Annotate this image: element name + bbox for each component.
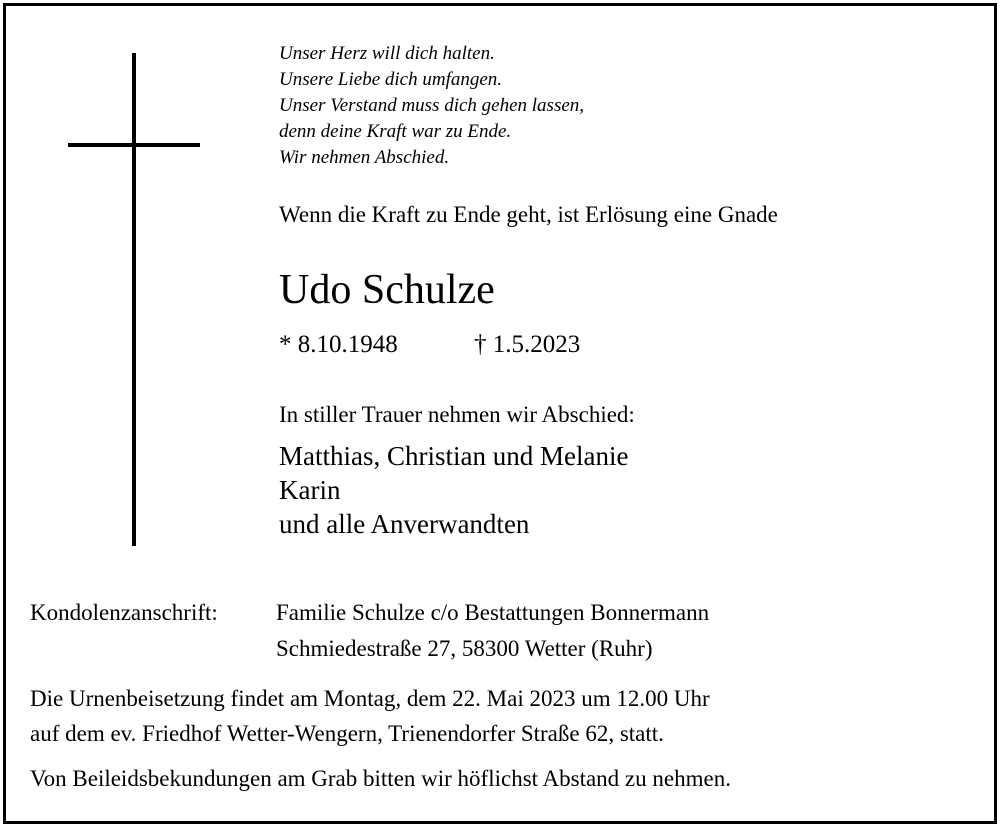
poem-line: Unser Herz will dich halten. [279,43,495,64]
poem-line: Unser Verstand muss dich gehen lassen, [279,95,585,116]
poem-line: Wir nehmen Abschied. [279,147,450,168]
mourner-name: Karin [279,475,341,505]
motto: Wenn die Kraft zu Ende geht, ist Erlösung eine Gnade [279,202,778,227]
death-date: † 1.5.2023 [474,331,581,358]
burial-notice [30,681,710,751]
mourner-name: und alle Anverwandten [279,509,530,539]
poem [279,41,584,171]
cross-horizontal-bar [68,143,200,147]
obituary-frame [3,3,997,824]
birth-date: * 8.10.1948 [279,331,398,358]
condolence-address-line: Familie Schulze c/o Bestattungen Bonnermann [276,600,710,625]
mourners-list [279,439,628,541]
burial-line: Die Urnenbeisetzung findet am Montag, dem 22. Mai 2023 um 12.00 Uhr [30,686,710,711]
poem-line: Unsere Liebe dich umfangen. [279,69,503,90]
cross-vertical-bar [132,53,136,546]
deceased-name: Udo Schulze [279,267,495,313]
poem-line: denn deine Kraft war zu Ende. [279,121,512,142]
mourner-name: Matthias, Christian und Melanie [279,441,629,471]
mourning-intro: In stiller Trauer nehmen wir Abschied: [279,402,635,427]
closing-request: Von Beileidsbekundungen am Grab bitten wir höflichst Abstand zu nehmen. [30,766,731,791]
condolence-label: Kondolenzanschrift: [30,600,218,625]
burial-line: auf dem ev. Friedhof Wetter-Wengern, Trienendorfer Straße 62, statt. [30,721,664,746]
condolence-address-line: Schmiedestraße 27, 58300 Wetter (Ruhr) [276,636,653,661]
